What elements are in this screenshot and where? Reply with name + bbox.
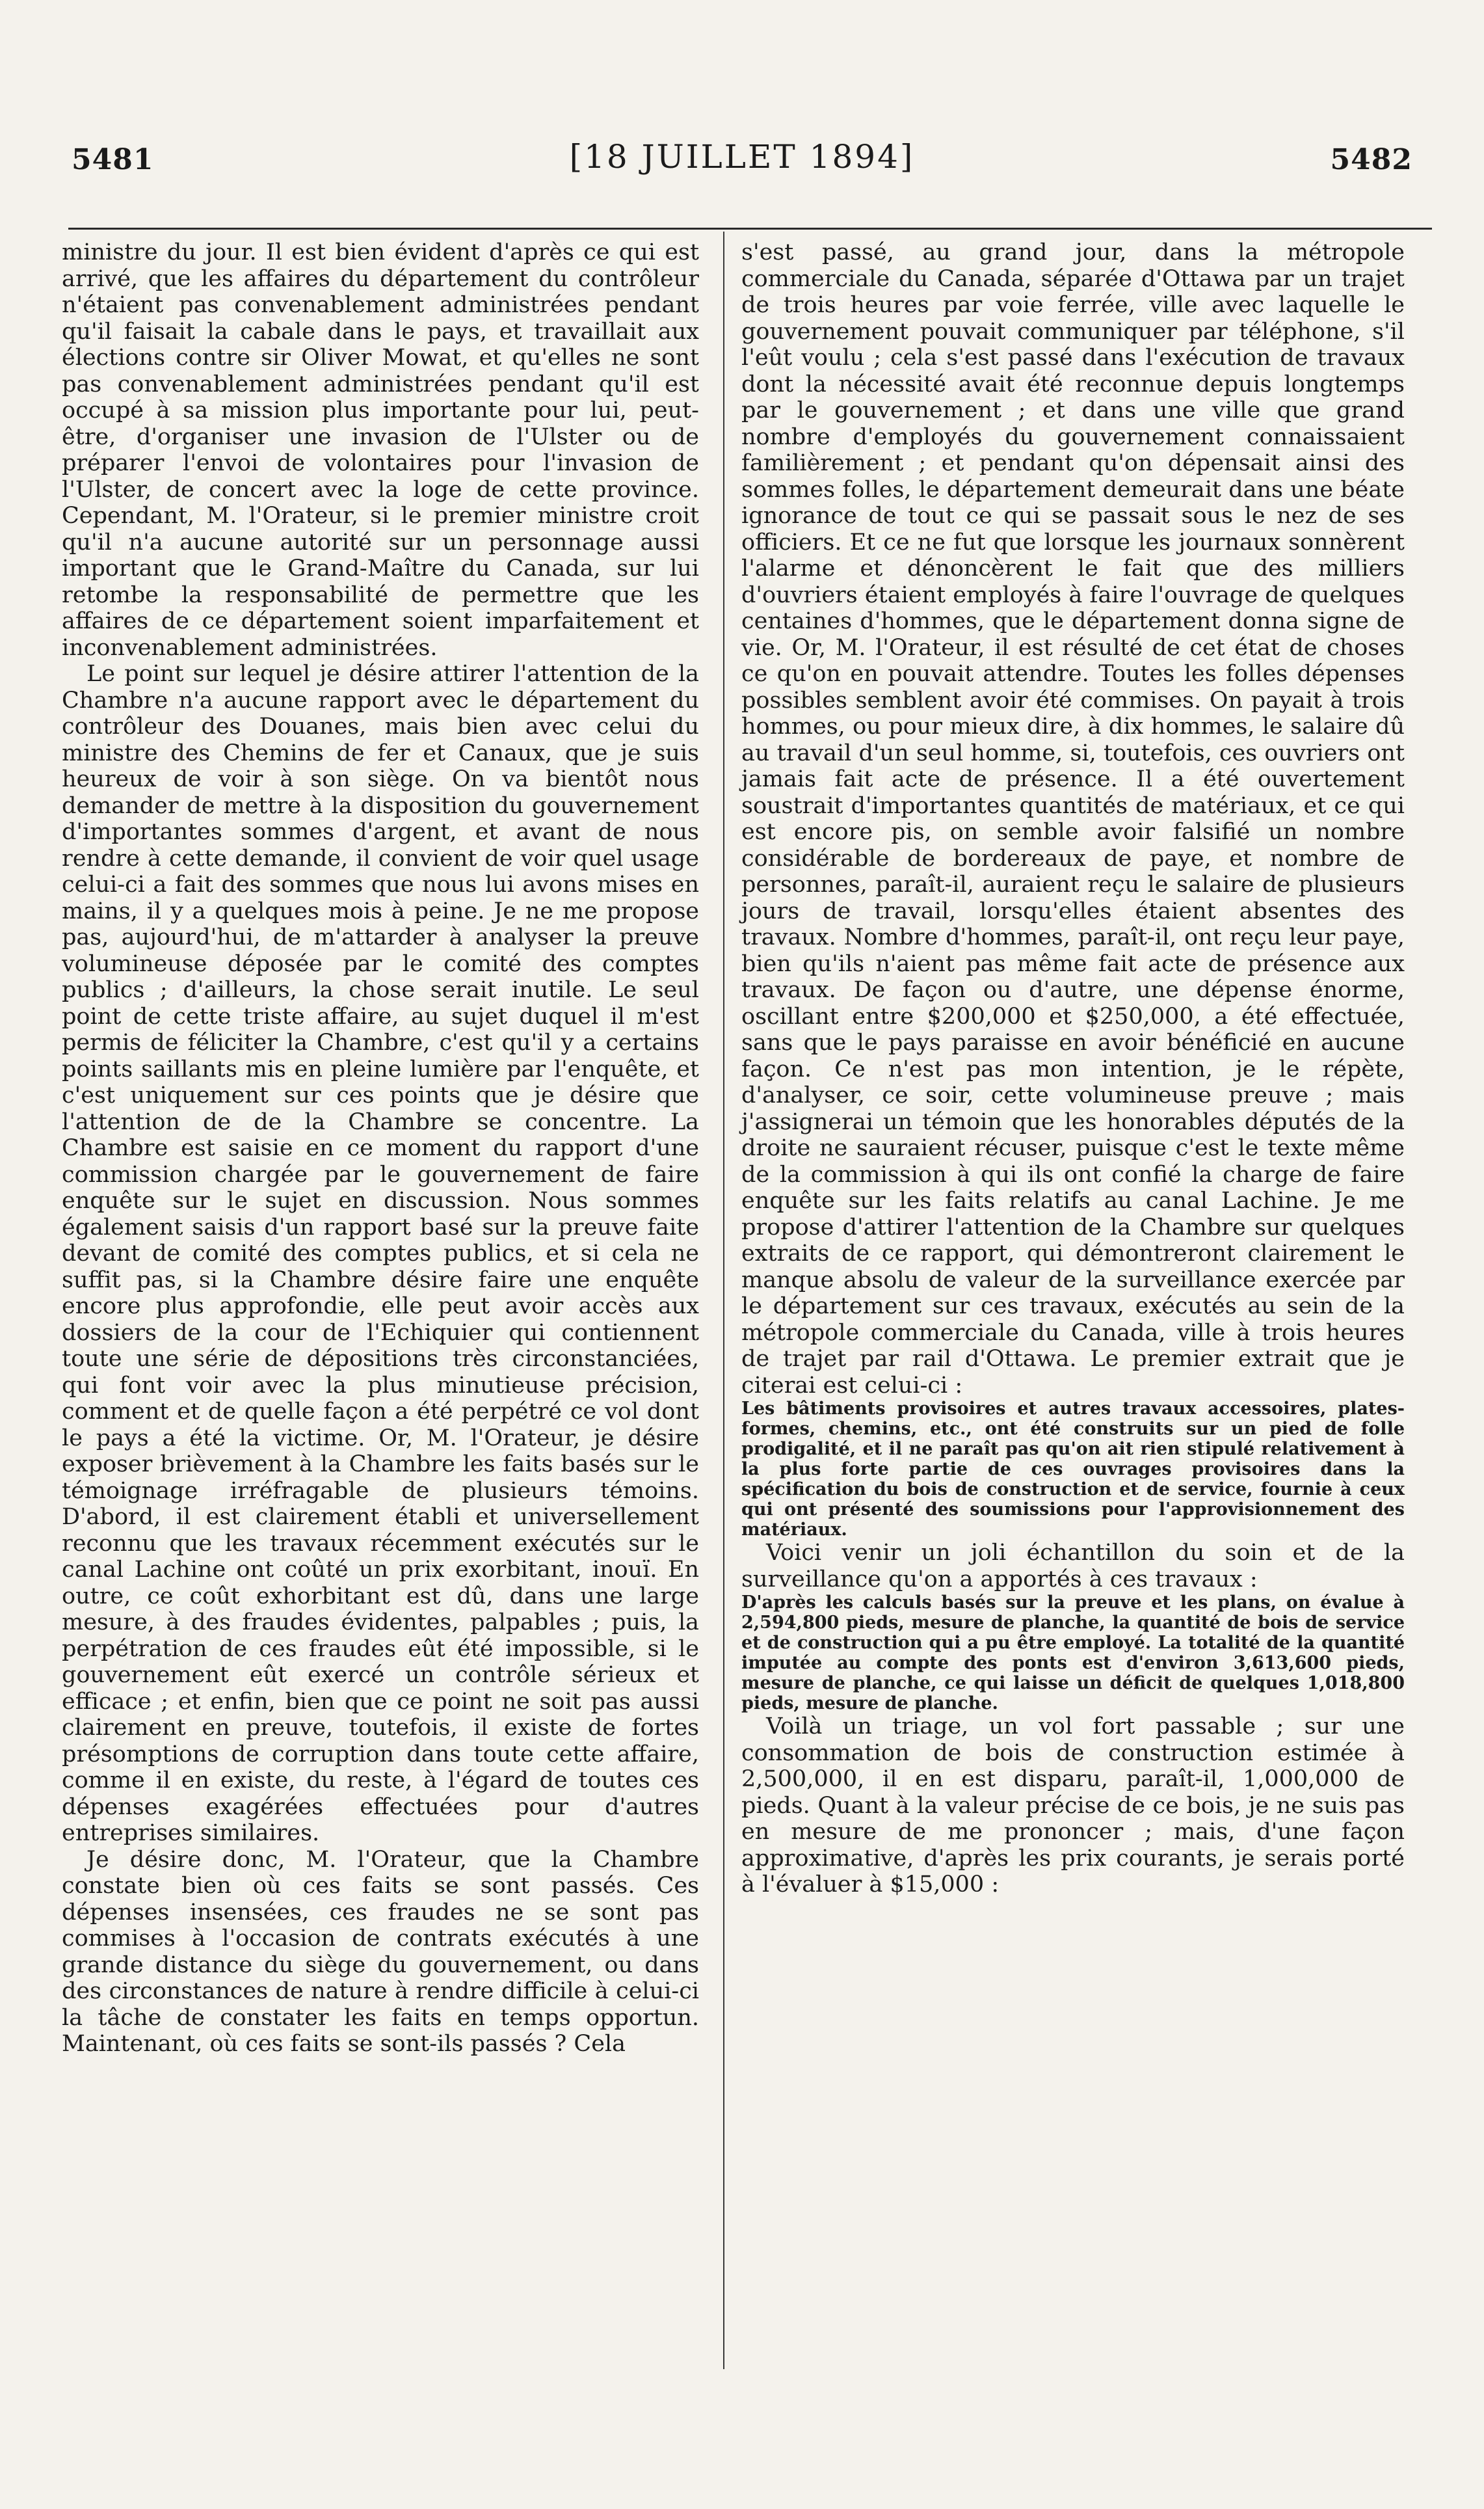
paragraph: ministre du jour. Il est bien évident d'après ce qui est arrivé, que les affaires du département du contrôleur n'étaient pas convenablement administrées pendant qu'il faisait la cabale dans le pays, et travaillait aux élections contre sir Oliver Mowat, et qu'elles ne sont pas convenablement administrées pendant qu'il est occupé à sa mission plus importante pour lui, peut-être, d'organiser une invasion de l'Ulster ou de préparer l'envoi de volontaires pour l'invasion de l'Ulster, de concert avec la loge de cette province. Cependant, M. l'Orateur, si le premier ministre croit qu'il n'a aucune autorité sur un personnage aussi important que le Grand-Maître du Canada, sur lui retombe la responsabilité de permettre que les affaires de ce département soient imparfaitement et inconvenablement administrées. [62, 239, 699, 661]
paragraph: s'est passé, au grand jour, dans la métropole commerciale du Canada, séparée d'Ottawa par un trajet de trois heures par voie ferrée, ville avec laquelle le gouvernement pouvait communiquer par téléphone, s'il l'eût voulu ; cela s'est passé dans l'exécution de travaux dont la nécessité avait été reconnue depuis longtemps par le gouvernement ; et dans une ville que grand nombre d'employés du gouvernement connaissaient familièrement ; et pendant qu'on dépensait ainsi des sommes folles, le département demeurait dans une béate ignorance de tout ce qui se passait sous le nez de ses officiers. Et ce ne fut que lorsque les journaux sonnèrent l'alarme et dénoncèrent le fait que des milliers d'ouvriers étaient employés à faire l'ouvrage de quelques centaines d'hommes, que le département donna signe de vie. Or, M. l'Orateur, il est résulté de cet état de choses ce qu'on en pouvait attendre. Toutes les folles dépenses possibles semblent avoir été commises. On payait à trois hommes, ou pour mieux dire, à dix hommes, le salaire dû au travail d'un seul homme, si, toutefois, ces ouvriers ont jamais fait acte de présence. Il a été ouvertement soustrait d'importantes quantités de matériaux, et ce qui est encore pis, on semble avoir falsifié un nombre considérable de bordereaux de paye, et nombre de personnes, paraît-il, auraient reçu le salaire de plusieurs jours de travail, lorsqu'elles étaient absentes des travaux. Nombre d'hommes, paraît-il, ont reçu leur paye, bien qu'ils n'aient pas même fait acte de présence aux travaux. De façon ou d'autre, une dépense énorme, oscillant entre $200,000 et $250,000, a été effectuée, sans que le pays paraisse en avoir bénéficié en aucune façon. Ce n'est pas mon intention, je le répète, d'analyser, ce soir, cette volumineuse preuve ; mais j'assignerai un témoin que les honorables députés de la droite ne sauraient récuser, puisque c'est le texte même de la commission à qui ils ont confié la charge de faire enquête sur les faits relatifs au canal Lachine. Je me propose d'attirer l'attention de la Chambre sur quelques extraits de ce rapport, qui démontreront clairement le manque absolu de valeur de la surveillance exercée par le département sur ces travaux, exécutés au sein de la métropole commerciale du Canada, ville à trois heures de trajet par rail d'Ottawa. Le premier extrait que je citerai est celui-ci : [741, 239, 1405, 1399]
block-quote: Les bâtiments provisoires et autres travaux accessoires, plates-formes, chemins, etc., ont été construits sur un pied de folle prodigalité, et il ne paraît pas qu'on ait rien stipulé relativement à la plus forte partie de ces ouvrages provisoires dans la spécification du bois de construction et de service, fournie à ceux qui ont présenté des soumissions pour l'approvisionnement des matériaux. [741, 1399, 1405, 1540]
paragraph: Voilà un triage, un vol fort passable ; sur une consommation de bois de construction estimée à 2,500,000, il en est disparu, paraît-il, 1,000,000 de pieds. Quant à la valeur précise de ce bois, je ne suis pas en mesure de me prononcer ; mais, d'une façon approximative, d'après les prix courants, je serais porté à l'évaluer à $15,000 : [741, 1713, 1405, 1898]
page-number-right: 5482 [1330, 143, 1412, 176]
left-column [62, 239, 699, 2058]
column-divider [723, 232, 724, 2369]
header-date: [18 JUILLET 1894] [569, 138, 915, 176]
right-column [741, 239, 1405, 1898]
page-header [65, 130, 1419, 189]
paragraph: Voici venir un joli échantillon du soin et de la surveillance qu'on a apportés à ces travaux : [741, 1540, 1405, 1592]
paragraph: Je désire donc, M. l'Orateur, que la Chambre constate bien où ces faits se sont passés. Ces dépenses insensées, ces fraudes ne se sont pas commises à l'occasion de contrats exécutés à une grande distance du siège du gouvernement, ou dans des circonstances de nature à rendre difficile à celui-ci la tâche de constater les faits en temps opportun. Maintenant, où ces faits se sont-ils passés ? Cela [62, 1846, 699, 2057]
paragraph: Le point sur lequel je désire attirer l'attention de la Chambre n'a aucune rapport avec le département du contrôleur des Douanes, mais bien avec celui du ministre des Chemins de fer et Canaux, que je suis heureux de voir à son siège. On va bientôt nous demander de mettre à la disposition du gouvernement d'importantes sommes d'argent, et avant de nous rendre à cette demande, il convient de voir quel usage celui-ci a fait des sommes que nous lui avons mises en mains, il y a quelques mois à peine. Je ne me propose pas, aujourd'hui, de m'attarder à analyser la preuve volumineuse déposée par le comité des comptes publics ; d'ailleurs, la chose serait inutile. Le seul point de cette triste affaire, au sujet duquel il m'est permis de féliciter la Chambre, c'est qu'il y a certains points saillants mis en pleine lumière par l'enquête, et c'est uniquement sur ces points que je désire que l'attention de de la Chambre se concentre. La Chambre est saisie en ce moment du rapport d'une commission chargée par le gouvernement de faire enquête sur le sujet en discussion. Nous sommes également saisis d'un rapport basé sur la preuve faite devant de comité des comptes publics, et si cela ne suffit pas, si la Chambre désire faire une enquête encore plus approfondie, elle peut avoir accès aux dossiers de la cour de l'Echiquier qui contiennent toute une série de dépositions très circonstanciées, qui font voir avec la plus minutieuse précision, comment et de quelle façon a été perpétré ce vol dont le pays a été la victime. Or, M. l'Orateur, je désire exposer brièvement à la Chambre les faits basés sur le témoignage irréfragable de plusieurs témoins. D'abord, il est clairement établi et universellement reconnu que les travaux récemment exécutés sur le canal Lachine ont coûté un prix exorbitant, inouï. En outre, ce coût exhorbitant est dû, dans une large mesure, à des fraudes évidentes, palpables ; puis, la perpétration de ces fraudes eût été impossible, si le gouvernement eût exercé un contrôle sérieux et efficace ; et enfin, bien que ce point ne soit pas aussi clairement en preuve, toutefois, il existe de fortes présomptions de corruption dans toute cette affaire, comme il en existe, du reste, à l'égard de toutes ces dépenses exagérées effectuées pour d'autres entreprises similaires. [62, 661, 699, 1846]
block-quote: D'après les calculs basés sur la preuve et les plans, on évalue à 2,594,800 pieds, mesure de planche, la quantité de bois de service et de construction qui a pu être employé. La totalité de la quantité imputée au compte des ponts est d'environ 3,613,600 pieds, mesure de planche, ce qui laisse un déficit de quelques 1,018,800 pieds, mesure de planche. [741, 1592, 1405, 1713]
page-number-left: 5481 [72, 143, 154, 176]
header-rule [68, 228, 1432, 230]
